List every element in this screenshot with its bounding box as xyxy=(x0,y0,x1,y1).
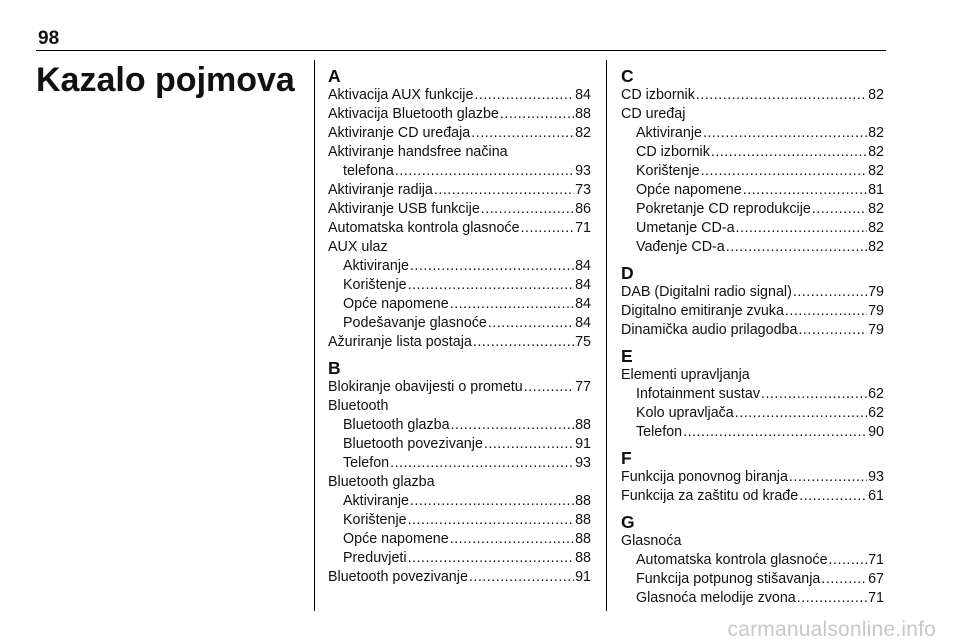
entry-page-number: 79 xyxy=(868,322,884,338)
dot-leader xyxy=(488,314,574,333)
dot-leader xyxy=(395,162,574,181)
entry-label: Bluetooth povezivanje xyxy=(343,436,483,452)
index-entry xyxy=(621,487,884,506)
entry-label: Aktiviranje CD uređaja xyxy=(328,125,471,141)
entry-label: Digitalno emitiranje zvuka xyxy=(621,303,784,319)
dot-leader xyxy=(451,416,575,435)
dot-leader xyxy=(524,378,574,397)
index-subentry xyxy=(621,181,884,200)
dot-leader xyxy=(500,105,574,124)
index-subentry xyxy=(328,162,591,181)
entry-label: Automatska kontrola glasnoće xyxy=(328,220,520,236)
entry-page-number: 73 xyxy=(575,182,591,198)
entry-page-number: 82 xyxy=(868,163,884,179)
entry-label: Telefon xyxy=(636,424,683,440)
entry-page-number: 90 xyxy=(868,424,884,440)
index-letter: A xyxy=(328,66,341,86)
entry-page-number: 82 xyxy=(868,87,884,103)
index-subentry xyxy=(621,124,884,143)
entry-label: Korištenje xyxy=(343,512,407,528)
entry-label: Funkcija za zaštitu od krađe xyxy=(621,488,799,504)
entry-page-number: 93 xyxy=(575,455,591,471)
entry-label: telefona xyxy=(343,163,394,179)
dot-leader xyxy=(761,385,867,404)
entry-page-number: 61 xyxy=(868,488,884,504)
entry-page-number: 84 xyxy=(575,315,591,331)
entry-page-number: 62 xyxy=(868,405,884,421)
entry-label: Umetanje CD-a xyxy=(636,220,735,236)
index-letter: E xyxy=(621,346,633,366)
entry-label: Kolo upravljača xyxy=(636,405,734,421)
entry-page-number: 93 xyxy=(868,469,884,485)
entry-page-number: 91 xyxy=(575,569,591,585)
entry-label: Korištenje xyxy=(343,277,407,293)
dot-leader xyxy=(408,549,575,568)
entry-label: Opće napomene xyxy=(343,296,449,312)
entry-page-number: 86 xyxy=(575,201,591,217)
index-entry xyxy=(328,333,591,352)
entry-label: Funkcija ponovnog biranja xyxy=(621,469,788,485)
index-subentry xyxy=(621,404,884,423)
entry-label: Bluetooth glazba xyxy=(343,417,450,433)
index-subentry xyxy=(328,295,591,314)
index-letter: F xyxy=(621,448,632,468)
index-letter: B xyxy=(328,358,341,378)
entry-label: Aktiviranje radija xyxy=(328,182,433,198)
entry-label: Aktivacija Bluetooth glazbe xyxy=(328,106,499,122)
index-subentry xyxy=(328,276,591,295)
entry-label: Aktiviranje xyxy=(343,493,409,509)
entry-page-number: 82 xyxy=(575,125,591,141)
dot-leader xyxy=(736,219,868,238)
entry-page-number: 82 xyxy=(868,201,884,217)
entry-page-number: 82 xyxy=(868,125,884,141)
entry-label: CD izbornik xyxy=(636,144,710,160)
index-subentry xyxy=(328,454,591,473)
entry-page-number: 88 xyxy=(575,417,591,433)
dot-leader xyxy=(797,589,867,608)
dot-leader xyxy=(481,200,574,219)
entry-page-number: 88 xyxy=(575,550,591,566)
index-heading: Glasnoća xyxy=(621,533,682,549)
dot-leader xyxy=(410,257,574,276)
entry-label: Vađenje CD-a xyxy=(636,239,725,255)
dot-leader xyxy=(450,530,574,549)
index-entry xyxy=(621,302,884,321)
dot-leader xyxy=(735,404,867,423)
entry-page-number: 82 xyxy=(868,144,884,160)
index-entry xyxy=(621,468,884,487)
index-entry xyxy=(621,86,884,105)
dot-leader xyxy=(711,143,867,162)
entry-page-number: 71 xyxy=(868,590,884,606)
entry-label: Funkcija potpunog stišavanja xyxy=(636,571,821,587)
dot-leader xyxy=(789,468,867,487)
entry-label: Podešavanje glasnoće xyxy=(343,315,487,331)
entry-label: Pokretanje CD reprodukcije xyxy=(636,201,811,217)
entry-page-number: 79 xyxy=(868,303,884,319)
entry-page-number: 82 xyxy=(868,239,884,255)
index-letter: C xyxy=(621,66,634,86)
dot-leader xyxy=(521,219,575,238)
index-subentry xyxy=(328,511,591,530)
index-heading: Elementi upravljanja xyxy=(621,367,750,383)
entry-page-number: 77 xyxy=(575,379,591,395)
index-heading: CD uređaj xyxy=(621,106,686,122)
entry-page-number: 88 xyxy=(575,106,591,122)
index-heading: Bluetooth glazba xyxy=(328,474,435,490)
index-entry xyxy=(328,86,591,105)
entry-label: Opće napomene xyxy=(343,531,449,547)
dot-leader xyxy=(473,333,574,352)
index-subentry xyxy=(621,570,884,589)
index-subentry xyxy=(328,257,591,276)
dot-leader xyxy=(696,86,867,105)
entry-label: Glasnoća melodije zvona xyxy=(636,590,796,606)
index-entry xyxy=(328,219,591,238)
index-subentry xyxy=(328,549,591,568)
dot-leader xyxy=(799,487,867,506)
entry-label: Automatska kontrola glasnoće xyxy=(636,552,828,568)
entry-label: Aktiviranje xyxy=(636,125,702,141)
entry-page-number: 84 xyxy=(575,87,591,103)
column-divider-right xyxy=(606,60,607,611)
index-entry xyxy=(621,321,884,340)
entry-label: Ažuriranje lista postaja xyxy=(328,334,472,350)
entry-page-number: 93 xyxy=(575,163,591,179)
page-title: Kazalo pojmova xyxy=(36,61,295,99)
watermark: carmanualsonline.info xyxy=(727,618,936,641)
entry-label: Korištenje xyxy=(636,163,700,179)
dot-leader xyxy=(474,86,574,105)
index-entry xyxy=(621,283,884,302)
entry-label: Opće napomene xyxy=(636,182,742,198)
index-subentry xyxy=(621,423,884,442)
index-entry xyxy=(328,378,591,397)
dot-leader xyxy=(390,454,574,473)
index-heading: AUX ulaz xyxy=(328,239,388,255)
index-entry xyxy=(328,181,591,200)
entry-page-number: 84 xyxy=(575,258,591,274)
index-subentry xyxy=(621,589,884,608)
index-subentry xyxy=(328,492,591,511)
index-entry xyxy=(328,200,591,219)
entry-page-number: 88 xyxy=(575,493,591,509)
dot-leader xyxy=(410,492,574,511)
index-heading: Aktiviranje handsfree načina xyxy=(328,144,508,160)
dot-leader xyxy=(484,435,574,454)
dot-leader xyxy=(726,238,867,257)
entry-page-number: 81 xyxy=(868,182,884,198)
entry-label: Blokiranje obavijesti o prometu xyxy=(328,379,523,395)
entry-label: CD izbornik xyxy=(621,87,695,103)
dot-leader xyxy=(812,200,867,219)
dot-leader xyxy=(408,511,575,530)
index-subentry xyxy=(621,219,884,238)
entry-page-number: 71 xyxy=(868,552,884,568)
dot-leader xyxy=(408,276,575,295)
entry-label: DAB (Digitalni radio signal) xyxy=(621,284,792,300)
dot-leader xyxy=(450,295,574,314)
index-subentry xyxy=(621,238,884,257)
entry-page-number: 62 xyxy=(868,386,884,402)
entry-page-number: 88 xyxy=(575,531,591,547)
index-letter: G xyxy=(621,512,635,532)
entry-label: Aktiviranje xyxy=(343,258,409,274)
entry-label: Dinamička audio prilagodba xyxy=(621,322,798,338)
entry-label: Aktivacija AUX funkcije xyxy=(328,87,474,103)
entry-page-number: 88 xyxy=(575,512,591,528)
dot-leader xyxy=(798,321,867,340)
dot-leader xyxy=(471,124,574,143)
entry-page-number: 67 xyxy=(868,571,884,587)
header-rule xyxy=(36,50,886,51)
dot-leader xyxy=(743,181,867,200)
entry-label: Telefon xyxy=(343,455,390,471)
index-column-2 xyxy=(621,67,884,608)
index-subentry xyxy=(621,385,884,404)
index-subentry xyxy=(328,416,591,435)
entry-label: Bluetooth povezivanje xyxy=(328,569,468,585)
entry-page-number: 79 xyxy=(868,284,884,300)
index-entry xyxy=(328,124,591,143)
index-subentry xyxy=(621,143,884,162)
index-subentry xyxy=(328,435,591,454)
entry-page-number: 91 xyxy=(575,436,591,452)
index-entry xyxy=(328,568,591,587)
entry-page-number: 75 xyxy=(575,334,591,350)
index-entry xyxy=(328,105,591,124)
column-divider-left xyxy=(314,60,315,611)
entry-page-number: 71 xyxy=(575,220,591,236)
entry-page-number: 84 xyxy=(575,277,591,293)
dot-leader xyxy=(821,570,867,589)
entry-label: Preduvjeti xyxy=(343,550,407,566)
page-number: 98 xyxy=(38,28,60,49)
index-subentry xyxy=(621,551,884,570)
entry-label: Infotainment sustav xyxy=(636,386,760,402)
dot-leader xyxy=(683,423,867,442)
index-subentry xyxy=(328,314,591,333)
entry-page-number: 82 xyxy=(868,220,884,236)
dot-leader xyxy=(829,551,868,570)
entry-label: Aktiviranje USB funkcije xyxy=(328,201,480,217)
index-heading: Bluetooth xyxy=(328,398,389,414)
dot-leader xyxy=(434,181,574,200)
dot-leader xyxy=(793,283,867,302)
index-subentry xyxy=(328,530,591,549)
index-column-1 xyxy=(328,67,591,587)
dot-leader xyxy=(701,162,868,181)
dot-leader xyxy=(703,124,867,143)
dot-leader xyxy=(785,302,867,321)
index-subentry xyxy=(621,200,884,219)
entry-page-number: 84 xyxy=(575,296,591,312)
index-letter: D xyxy=(621,263,634,283)
index-subentry xyxy=(621,162,884,181)
dot-leader xyxy=(469,568,574,587)
